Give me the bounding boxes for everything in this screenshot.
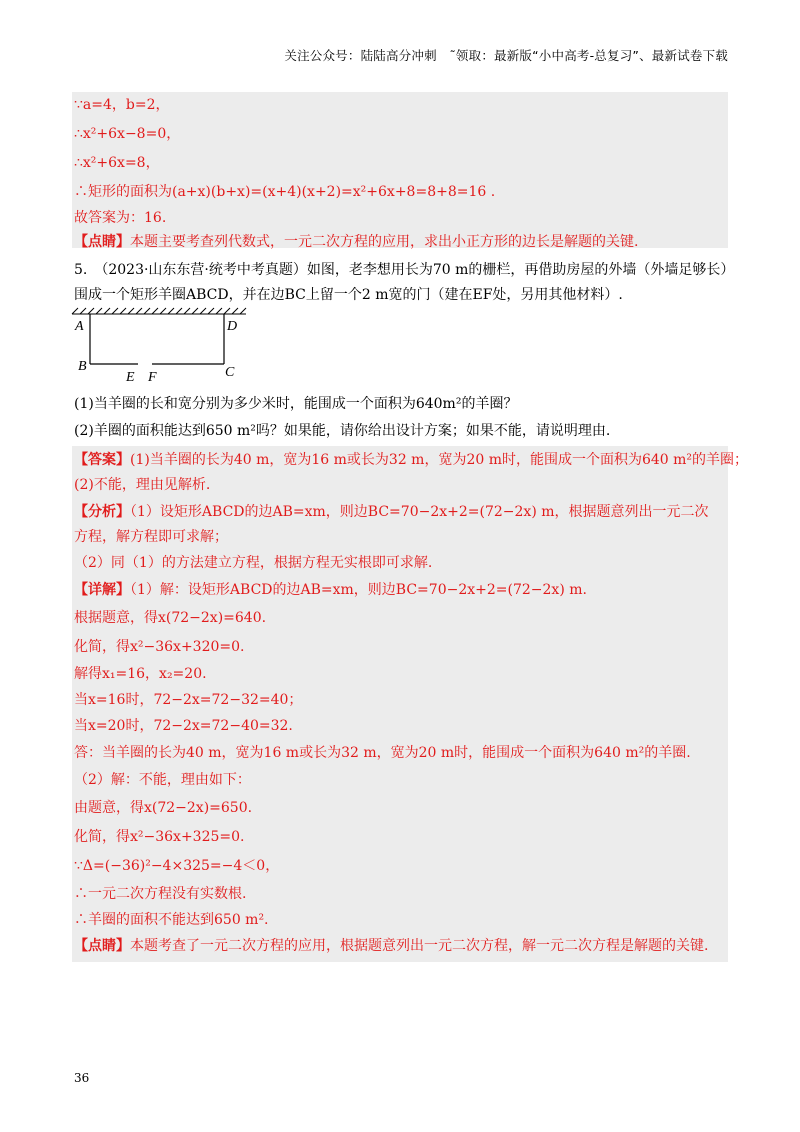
prev-solution-line: ∴x²+6x−8=0，	[74, 126, 181, 142]
detail-line: 化简，得x²−36x+320=0.	[74, 639, 245, 655]
detail-line: 答：当羊圈的长为40 m，宽为16 m或长为32 m，宽为20 m时，能围成一个面积为640 m²的羊圈.	[74, 745, 691, 761]
detail-line: 当x=20时，72−2x=72−40=32.	[74, 718, 293, 734]
page-number: 36	[74, 1071, 90, 1085]
page-header: 关注公众号：陆陆高分冲刺 ˜领取：最新版“小中高考-总复习”、最新试卷下载	[284, 48, 728, 63]
detail-line: ∴羊圈的面积不能达到650 m².	[74, 912, 269, 928]
pen-outline	[90, 314, 224, 364]
answer-line: (2)不能，理由见解析.	[74, 477, 211, 493]
label-B: B	[78, 359, 87, 374]
prev-answer: 故答案为：16.	[74, 210, 167, 226]
analysis-tag: 【分析】	[74, 504, 130, 520]
label-D: D	[227, 319, 238, 334]
detail-line: 化简，得x²−36x+325=0.	[74, 829, 245, 845]
detail-tag: 【详解】	[74, 582, 130, 598]
detail-line: 由题意，得x(72−2x)=650.	[74, 800, 253, 816]
detail-line: （2）解：不能，理由如下：	[74, 772, 251, 788]
rectangle-pen-diagram	[70, 306, 250, 386]
analysis-text: （1）设矩形ABCD的边AB=xm，则边BC=70−2x+2=(72−2x) m，根据题意列出一元二次	[130, 504, 709, 520]
wall-hatch	[72, 308, 246, 314]
detail-text: （1）解：设矩形ABCD的边AB=xm，则边BC=70−2x+2=(72−2x) m.	[130, 582, 587, 598]
prev-tip	[74, 232, 638, 252]
detail-tip	[74, 936, 708, 956]
question-1: (1)当羊圈的长和宽分别为多少米时，能围成一个面积为640m²的羊圈？	[74, 396, 518, 412]
problem-line: 围成一个矩形羊圈ABCD，并在边BC上留一个2 m宽的门（建在EF处，另用其他材料）.	[74, 287, 623, 303]
tip-text: 本题考查了一元二次方程的应用，根据题意列出一元二次方程，解一元二次方程是解题的关键.	[130, 938, 709, 954]
label-A: A	[75, 319, 84, 334]
detail-line	[74, 580, 587, 600]
detail-line: ∵Δ=(−36)²−4×325=−4＜0，	[74, 858, 280, 874]
tip-tag: 【点睛】	[74, 938, 130, 954]
problem-line: 5. （2023·山东东营·统考中考真题）如图，老李想用长为70 m的栅栏，再借助房屋的外墙（外墙足够长）	[74, 262, 735, 278]
detail-line: 解得x₁=16，x₂=20.	[74, 666, 207, 682]
analysis-line: （2）同（1）的方法建立方程，根据方程无实根即可求解.	[74, 555, 433, 571]
tip-text: 本题主要考查列代数式，一元二次方程的应用，求出小正方形的边长是解题的关键.	[130, 234, 639, 250]
answer-text: (1)当羊圈的长为40 m，宽为16 m或长为32 m，宽为20 m时，能围成一个面积为640 m²的羊圈；	[130, 452, 749, 468]
answer-line	[74, 450, 748, 470]
detail-line: 根据题意，得x(72−2x)=640.	[74, 610, 267, 626]
analysis-line	[74, 502, 709, 522]
detail-line: ∴一元二次方程没有实数根.	[74, 886, 247, 902]
prev-solution-line: ∴x²+6x=8，	[74, 155, 160, 171]
prev-solution-line: ∵a=4，b=2，	[74, 97, 170, 113]
label-C: C	[225, 365, 235, 380]
analysis-line: 方程，解方程即可求解；	[74, 529, 228, 545]
label-E: E	[126, 370, 135, 385]
detail-line: 当x=16时，72−2x=72−32=40；	[74, 692, 303, 708]
tip-tag: 【点睛】	[74, 234, 130, 250]
answer-tag: 【答案】	[74, 452, 130, 468]
label-F: F	[148, 370, 157, 385]
prev-solution-block	[72, 92, 728, 248]
question-2: (2)羊圈的面积能达到650 m²吗？如果能，请你给出设计方案；如果不能，请说明理由.	[74, 423, 611, 439]
prev-solution-line: ∴矩形的面积为(a+x)(b+x)=(x+4)(x+2)=x²+6x+8=8+8=16 .	[74, 184, 496, 200]
